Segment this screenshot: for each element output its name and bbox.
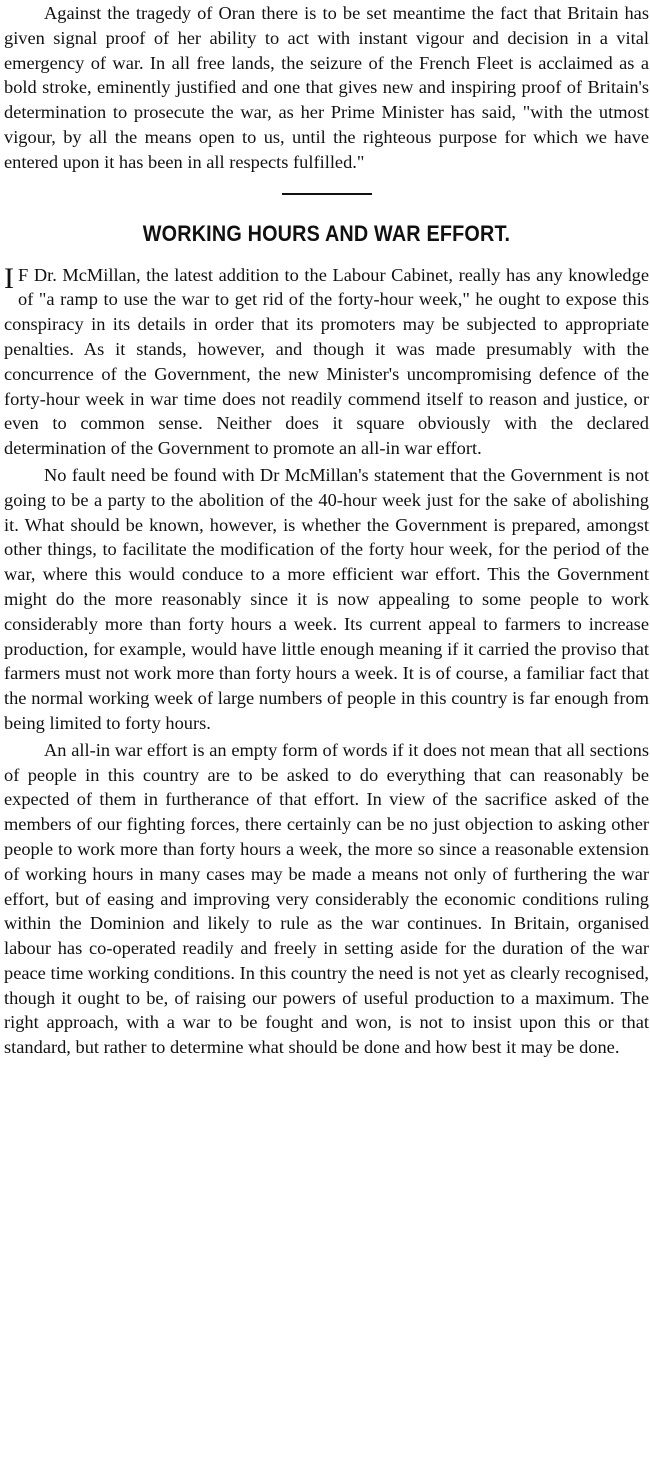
article-paragraph-1 (4, 263, 649, 461)
drop-cap: I (4, 261, 14, 295)
article-paragraph-1-text: F Dr. McMillan, the latest addition to the Labour Cabinet, really has any knowledge of "a ramp to use the war to get rid of the forty-hour week," he ought to expose this conspiracy in its details in order that its promoters may be subjected to appropriate penalties. As it stands, however, and though it was made presumably with the concurrence of the Government, the new Minister's uncompromising defence of the forty-hour week in war time does not readily commend itself to reason and justice, or even to common sense. Neither does it square obviously with the declared determination of the Government to promote an all-in war effort. (4, 264, 649, 459)
article-paragraph-2: No fault need be found with Dr McMillan's statement that the Government is not going to be a party to the abolition of the 40-hour week just for the sake of abolishing it. What should be known, however, is whether the Government is prepared, amongst other things, to facilitate the modification of the forty hour week, for the period of the war, where this would conduce to a more efficient war effort. This the Government might do the more reasonably since it is now appealing to some people to work considerably more than forty hours a week. Its current appeal to farmers to increase production, for example, would have little enough meaning if it carried the proviso that farmers must not work more than forty hours a week. It is of course, a familiar fact that the normal working week of large numbers of people in this country is far enough from being limited to forty hours. (4, 464, 649, 733)
newspaper-page (4, 0, 649, 1060)
intro-paragraph: Against the tragedy of Oran there is to be set meantime the fact that Britain has given signal proof of her ability to act with instant vigour and decision in a vital emergency of war. In all free lands, the seizure of the French Fleet is acclaimed as a bold stroke, eminently justified and one that gives new and inspiring proof of Britain's determination to prosecute the war, as her Prime Minister has said, "with the utmost vigour, by all the means open to us, until the righteous purpose for which we have entered upon it has been in all respects fulfilled." (4, 3, 649, 172)
section-divider (282, 193, 372, 195)
article-headline: WORKING HOURS AND WAR EFFORT. (142, 220, 511, 246)
article-paragraph-3: An all-in war effort is an empty form of words if it does not mean that all sections of people in this country are to be asked to do everything that can reasonably be expected of them in furtherance of that effort. In view of the sacrifice asked of the members of our fighting forces, there certainly can be no just objection to asking other people to work more than forty hours a week, the more so since a reasonable extension of working hours in many cases may be made a means not only of furthering the war effort, but of easing and improving very considerably the economic conditions ruling within the Dominion and likely to rule as the war continues. In Britain, organised labour has co-operated readily and freely in setting aside for the duration of the war peace time working conditions. In this country the need is not yet as clearly recognised, though it ought to be, of raising our powers of useful production to a maximum. The right approach, with a war to be fought and won, is not to insist upon this or that standard, but rather to determine what should be done and how best it may be done. (4, 739, 649, 1058)
